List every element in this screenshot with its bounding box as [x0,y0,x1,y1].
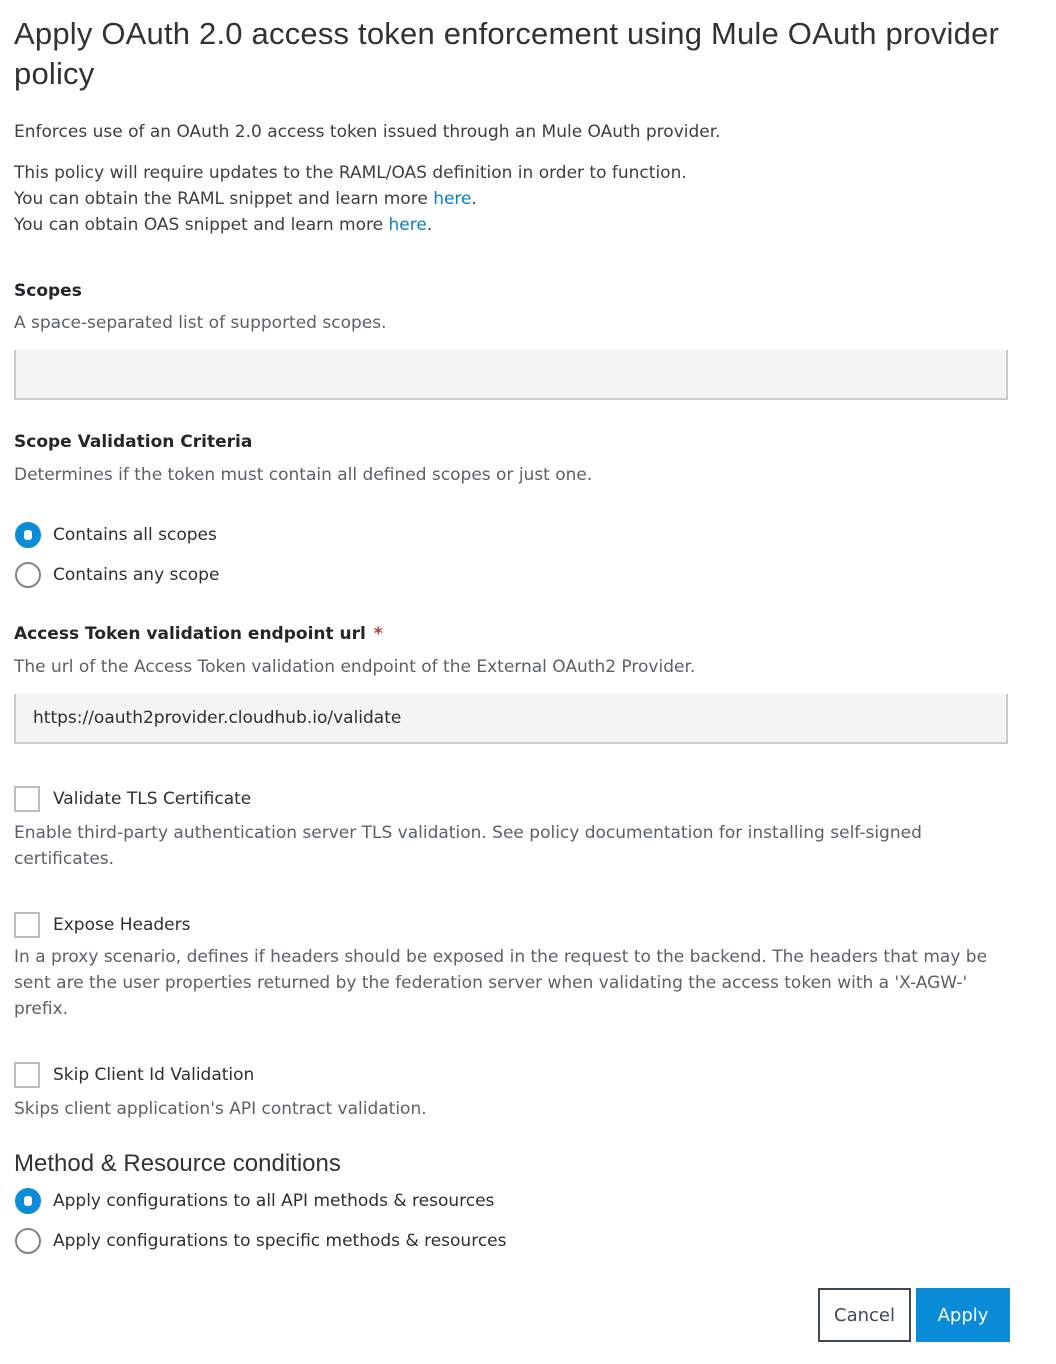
radio-label: Apply configurations to all API methods & resources [53,1191,495,1211]
notice-line-1: This policy will require updates to the RAML/OAS definition in order to function. [14,163,687,183]
radio-all-methods[interactable] [14,1187,494,1215]
endpoint-url-label-text: Access Token validation endpoint url [14,624,366,644]
oas-snippet-link[interactable]: here [388,215,427,235]
scopes-label: Scopes [14,281,82,301]
radio-unselected-icon[interactable] [15,1228,41,1254]
raml-snippet-link[interactable]: here [433,189,472,209]
radio-label: Apply configurations to specific methods & resources [53,1231,507,1251]
radio-selected-icon[interactable] [15,1188,41,1214]
expose-headers-help-line-2: sent are the user properties returned by the federation server when validating the access token with a 'X-AGW-' [14,973,968,993]
endpoint-url-help: The url of the Access Token validation endpoint of the External OAuth2 Provider. [14,657,696,677]
skip-client-id-checkbox[interactable] [14,1062,40,1088]
radio-unselected-icon[interactable] [15,562,41,588]
required-asterisk: * [373,624,383,644]
notice-line-3-suffix: . [426,215,433,235]
radio-contains-all-scopes[interactable] [14,521,217,549]
radio-label: Contains all scopes [53,525,217,545]
notice-line-2-suffix: . [471,189,477,209]
expose-headers-help-line-3: prefix. [14,999,69,1019]
expose-headers-label: Expose Headers [53,915,191,935]
scopes-help: A space-separated list of supported scopes. [14,313,387,333]
radio-label: Contains any scope [53,565,220,585]
validate-tls-help [14,820,922,872]
cancel-button[interactable]: Cancel [818,1288,911,1342]
notice-line-3-text: You can obtain OAS snippet and learn more [14,215,389,235]
method-resource-title: Method & Resource conditions [14,1150,341,1177]
skip-client-id-help: Skips client application's API contract validation. [14,1099,427,1119]
skip-client-id-label: Skip Client Id Validation [53,1065,255,1085]
scope-validation-label: Scope Validation Criteria [14,432,253,452]
policy-description: Enforces use of an OAuth 2.0 access token issued through an Mule OAuth provider. [14,122,721,142]
endpoint-url-input[interactable] [14,694,1008,744]
validate-tls-checkbox-row[interactable] [14,785,251,813]
validate-tls-help-line-2: certificates. [14,849,115,869]
radio-selected-icon[interactable] [15,522,41,548]
expose-headers-help-line-1: In a proxy scenario, defines if headers should be exposed in the request to the backend. The headers that may be [14,947,988,967]
validate-tls-label: Validate TLS Certificate [53,789,252,809]
scope-validation-help: Determines if the token must contain all defined scopes or just one. [14,465,593,485]
expose-headers-help [14,944,987,1022]
validate-tls-help-line-1: Enable third-party authentication server TLS validation. See policy documentation for installing self-signed [14,823,922,843]
expose-headers-checkbox-row[interactable] [14,911,190,939]
notice-line-2 [14,186,687,212]
apply-button[interactable]: Apply [916,1288,1010,1342]
skip-client-id-checkbox-row[interactable] [14,1061,254,1089]
page-title: Apply OAuth 2.0 access token enforcement using Mule OAuth provider policy [14,16,1000,91]
policy-notice [14,160,687,238]
notice-line-3 [14,212,687,238]
endpoint-url-label [14,624,383,644]
validate-tls-checkbox[interactable] [14,786,40,812]
radio-contains-any-scope[interactable] [14,561,219,589]
expose-headers-checkbox[interactable] [14,912,40,938]
scopes-input[interactable] [14,350,1008,400]
notice-line-2-text: You can obtain the RAML snippet and learn more [14,189,434,209]
radio-specific-methods[interactable] [14,1227,507,1255]
